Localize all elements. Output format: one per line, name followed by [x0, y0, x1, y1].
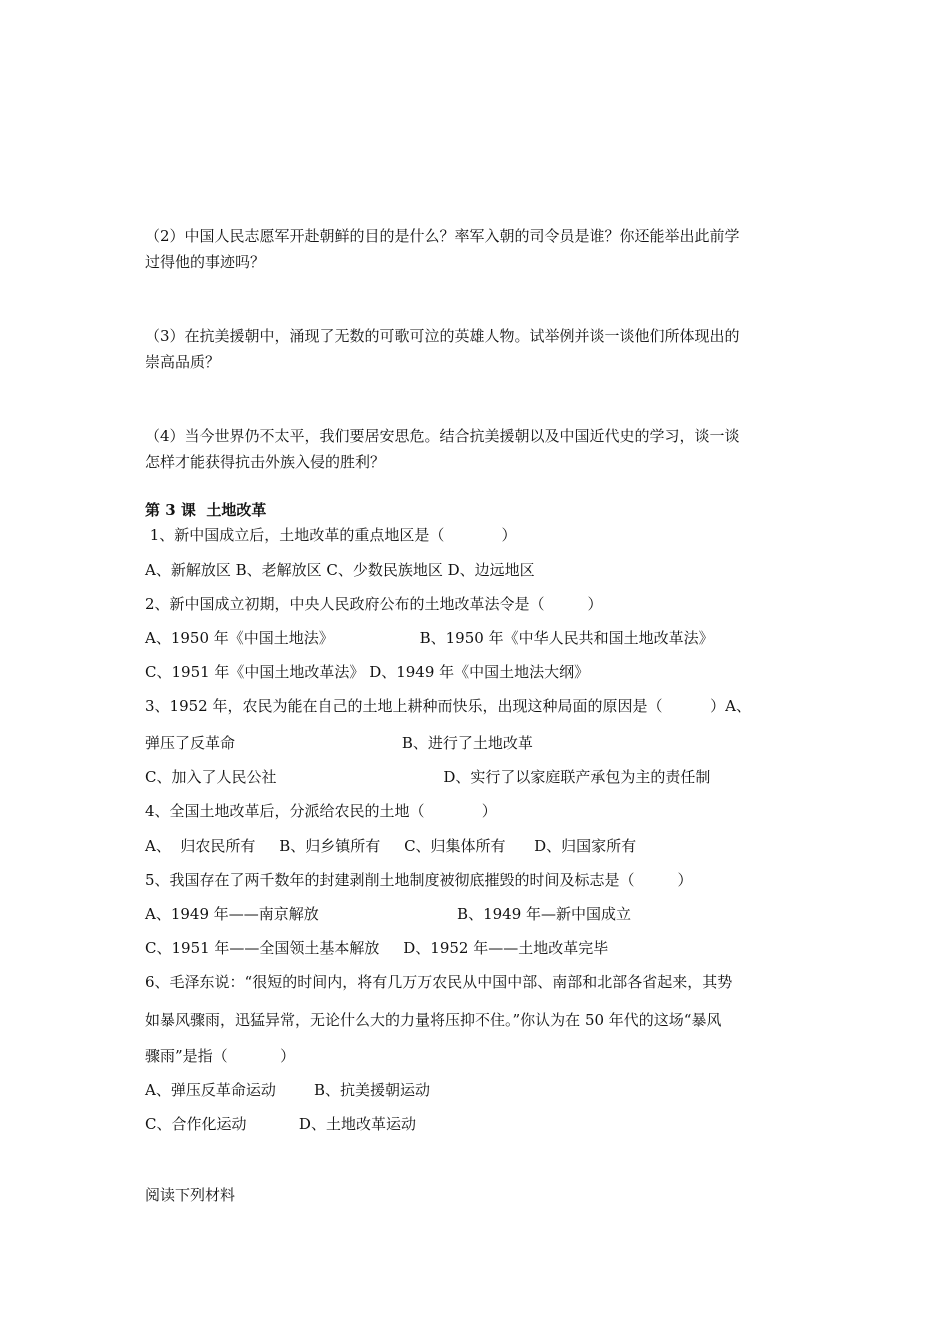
question-3-line-2: 崇高品质？	[145, 353, 221, 371]
question-4-line-2: 怎样才能获得抗击外族入侵的胜利？	[145, 453, 386, 471]
lesson-line: 4、全国土地改革后，分派给农民的土地（ ）	[145, 802, 497, 820]
question-3-line-1: （3）在抗美援朝中，涌现了无数的可歌可泣的英雄人物。试举例并谈一谈他们所体现出的	[145, 327, 740, 345]
lesson-line: 1、新中国成立后，土地改革的重点地区是（ ）	[145, 526, 517, 544]
lesson-line: A、 归农民所有 B、归乡镇所有 C、归集体所有 D、归国家所有	[145, 837, 637, 855]
lesson-line: 如暴风骤雨，迅猛异常，无论什么大的力量将压抑不住。”你认为在 50 年代的这场“暴风	[145, 1011, 722, 1029]
lesson-line: 弹压了反革命 B、进行了土地改革	[145, 734, 533, 752]
lesson-line: C、加入了人民公社 D、实行了以家庭联产承包为主的责任制	[145, 768, 711, 786]
reading-material-label: 阅读下列材料	[145, 1186, 236, 1204]
lesson-line: 5、我国存在了两千数年的封建剥削土地制度被彻底摧毁的时间及标志是（ ）	[145, 871, 693, 889]
lesson-line: A、弹压反革命运动 B、抗美援朝运动	[145, 1081, 431, 1099]
question-2-line-2: 过得他的事迹吗？	[145, 253, 266, 271]
lesson-title: 第 3 课 土地改革	[145, 501, 267, 519]
lesson-line: C、1951 年——全国领土基本解放 D、1952 年——土地改革完毕	[145, 939, 609, 957]
lesson-line: 6、毛泽东说：“很短的时间内，将有几万万农民从中国中部、南部和北部各省起来，其势	[145, 973, 733, 991]
question-4-line-1: （4）当今世界仍不太平，我们要居安思危。结合抗美援朝以及中国近代史的学习，谈一谈	[145, 427, 740, 445]
question-2-line-1: （2）中国人民志愿军开赴朝鲜的目的是什么？率军入朝的司令员是谁？你还能举出此前学	[145, 227, 740, 245]
lesson-line: 3、1952 年，农民为能在自己的土地上耕种而快乐，出现这种局面的原因是（ ）A、	[145, 697, 752, 715]
lesson-line: A、1950 年《中国土地法》 B、1950 年《中华人民共和国土地改革法》	[145, 629, 714, 647]
lesson-line: 骤雨”是指（ ）	[145, 1047, 296, 1065]
lesson-line: A、1949 年——南京解放 B、1949 年—新中国成立	[145, 905, 632, 923]
lesson-line: A、新解放区 B、老解放区 C、少数民族地区 D、边远地区	[145, 561, 535, 579]
lesson-line: C、合作化运动 D、土地改革运动	[145, 1115, 416, 1133]
lesson-line: 2、新中国成立初期，中央人民政府公布的土地改革法令是（ ）	[145, 595, 603, 613]
lesson-line: C、1951 年《中国土地改革法》 D、1949 年《中国土地法大纲》	[145, 663, 590, 681]
